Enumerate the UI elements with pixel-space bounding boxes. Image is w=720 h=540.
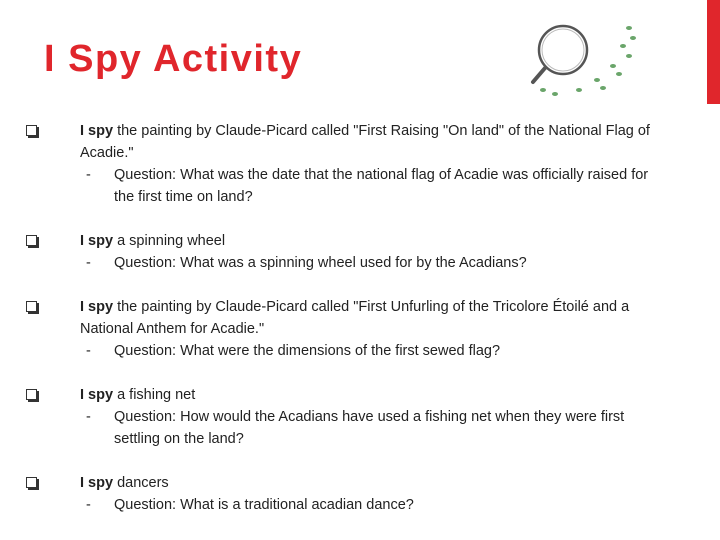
dash-bullet: - <box>86 167 91 183</box>
question <box>80 252 666 274</box>
item-text <box>80 230 666 252</box>
item-text <box>80 472 666 494</box>
list-item <box>26 384 666 450</box>
checkbox-bullet-icon <box>26 477 37 488</box>
question-text: Question: What was the date that the national flag of Acadie was officially raised for the first time on land? <box>114 167 649 205</box>
item-text <box>80 296 666 340</box>
list-item <box>26 230 666 274</box>
question <box>80 164 666 208</box>
spy-list <box>26 120 666 538</box>
spy-label: I spy <box>80 233 114 249</box>
item-description: the painting by Claude-Picard called "First Raising "On land" of the National Flag of Acadie." <box>80 123 650 161</box>
question-text: Question: What was a spinning wheel used for by the Acadians? <box>114 255 527 271</box>
page-title: I Spy Activity <box>44 38 303 80</box>
accent-bar <box>707 0 720 104</box>
dash-bullet: - <box>86 255 91 271</box>
question-text: Question: How would the Acadians have used a fishing net when they were first settling on the land? <box>114 409 625 447</box>
checkbox-bullet-icon <box>26 389 37 400</box>
list-item <box>26 296 666 362</box>
spy-label: I spy <box>80 299 114 315</box>
list-item <box>26 472 666 516</box>
checkbox-bullet-icon <box>26 235 37 246</box>
item-text <box>80 384 666 406</box>
question <box>80 406 666 450</box>
checkbox-bullet-icon <box>26 125 37 136</box>
spy-label: I spy <box>80 475 114 491</box>
question-text: Question: What were the dimensions of the first sewed flag? <box>114 343 501 359</box>
dash-bullet: - <box>86 497 91 513</box>
item-description: dancers <box>113 475 169 491</box>
checkbox-bullet-icon <box>26 301 37 312</box>
spy-label: I spy <box>80 387 114 403</box>
spy-label: I spy <box>80 123 114 139</box>
question <box>80 494 666 516</box>
item-text <box>80 120 666 164</box>
dash-bullet: - <box>86 409 91 425</box>
dash-bullet: - <box>86 343 91 359</box>
item-description: the painting by Claude-Picard called "First Unfurling of the Tricolore Étoilé and a National Anthem for Acadie." <box>80 299 630 337</box>
item-description: a fishing net <box>113 387 196 403</box>
question-text: Question: What is a traditional acadian dance? <box>114 497 414 513</box>
magnifying-glass-icon <box>525 10 645 100</box>
list-item <box>26 120 666 208</box>
question <box>80 340 666 362</box>
item-description: a spinning wheel <box>113 233 226 249</box>
